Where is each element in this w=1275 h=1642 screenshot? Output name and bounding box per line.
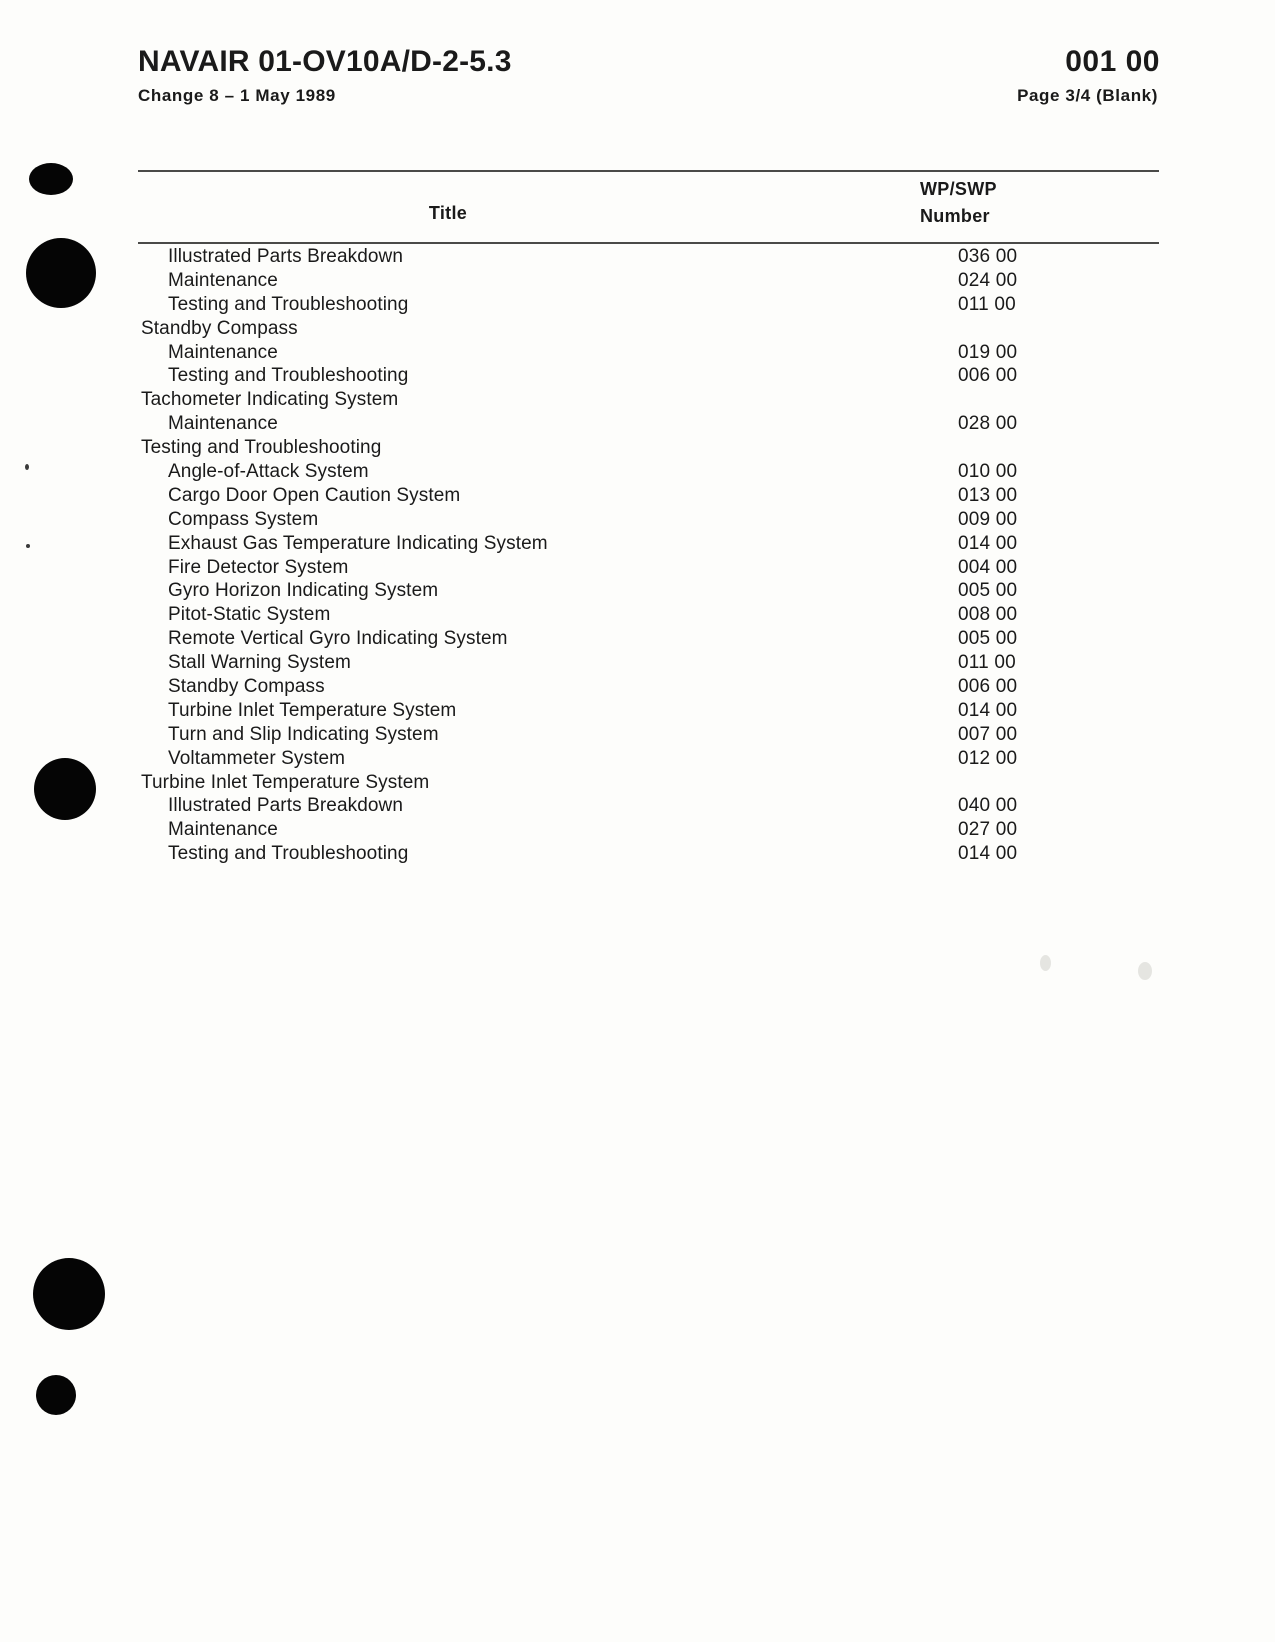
index-entry-title: Stall Warning System [168,652,351,674]
table-row [138,628,1159,652]
table-row [138,270,1159,294]
index-entry-number: 006 00 [958,676,1018,698]
index-entry-number: 013 00 [958,484,1018,506]
index-entry-title: Maintenance [168,413,278,435]
index-entry-title: Fire Detector System [168,556,349,578]
table-row [138,724,1159,748]
table-row [138,700,1159,724]
scan-smudge [1138,962,1152,980]
table-row [138,294,1159,318]
binding-hole-mark [33,1258,105,1330]
index-entry-title: Remote Vertical Gyro Indicating System [168,628,508,650]
index-entry-number: 019 00 [958,341,1018,363]
index-entry-title: Voltammeter System [168,747,346,769]
index-entry-number: 014 00 [958,699,1018,721]
table-row [138,604,1159,628]
index-entry-title: Illustrated Parts Breakdown [168,795,404,817]
column-header-title: Title [428,203,468,223]
scan-speck [25,464,29,470]
table-row [138,389,1159,413]
index-entry-title: Maintenance [168,341,278,363]
index-entry-title: Standby Compass [141,317,298,339]
index-entry-title: Maintenance [168,269,278,291]
index-entry-title: Turbine Inlet Temperature System [141,771,430,793]
table-row [138,557,1159,581]
binding-hole-mark [34,758,96,820]
index-entry-number: 036 00 [958,246,1018,267]
index-entry-title: Testing and Troubleshooting [168,843,409,865]
index-entry-number: 027 00 [958,819,1018,841]
index-entry-title: Pitot-Static System [168,604,331,626]
index-entry-number: 024 00 [958,269,1018,291]
column-header-number-line1: WP/SWP [920,179,997,199]
change-date-line: Change 8 – 1 May 1989 [138,86,336,105]
table-row [138,819,1159,843]
index-entry-title: Exhaust Gas Temperature Indicating System [168,532,548,554]
table-row [138,437,1159,461]
binding-hole-mark [26,238,96,308]
index-entry-title: Testing and Troubleshooting [141,437,382,459]
index-entry-title: Illustrated Parts Breakdown [168,246,404,267]
scan-smudge [1040,955,1051,971]
binding-hole-mark [29,163,73,195]
index-entry-number: 005 00 [958,628,1018,650]
index-entry-title: Compass System [168,508,319,530]
index-entry-title: Turbine Inlet Temperature System [168,699,457,721]
page-header [138,45,1160,125]
table-row [138,485,1159,509]
table-row [138,413,1159,437]
table-row [138,509,1159,533]
index-entry-number: 005 00 [958,580,1018,602]
index-entry-number: 014 00 [958,843,1018,865]
index-entry-title: Tachometer Indicating System [141,389,399,411]
table-top-rule [138,170,1159,172]
page-number-line: Page 3/4 (Blank) [1017,86,1158,105]
binding-hole-mark [36,1375,76,1415]
table-row [138,676,1159,700]
column-header-number-line2: Number [920,206,990,226]
index-entry-number: 006 00 [958,365,1018,387]
work-package-number: 001 00 [1065,45,1160,78]
scan-speck [26,544,30,548]
index-entry-number: 028 00 [958,413,1018,435]
table-header-rule [138,242,1159,244]
index-entry-title: Angle-of-Attack System [168,461,369,483]
document-number: NAVAIR 01-OV10A/D-2-5.3 [138,45,512,78]
index-entry-number: 010 00 [958,461,1018,483]
index-entry-title: Standby Compass [168,676,325,698]
table-row [138,318,1159,342]
index-entry-title: Gyro Horizon Indicating System [168,580,439,602]
table-row [138,748,1159,772]
table-row [138,342,1159,366]
table-row [138,580,1159,604]
table-row [138,461,1159,485]
table-row [138,246,1159,270]
index-entry-number: 014 00 [958,532,1018,554]
index-entry-number: 004 00 [958,556,1018,578]
index-entry-title: Testing and Troubleshooting [168,293,409,315]
table-row [138,533,1159,557]
table-row [138,365,1159,389]
table-row [138,652,1159,676]
index-entry-number: 011 00 [958,293,1016,315]
column-header-number [920,176,997,230]
index-entry-number: 011 00 [958,652,1016,674]
index-entry-title: Cargo Door Open Caution System [168,484,461,506]
table-row [138,843,1159,867]
index-entry-number: 040 00 [958,795,1018,817]
index-entry-title: Maintenance [168,819,278,841]
table-row [138,772,1159,796]
table-row [138,795,1159,819]
index-entry-number: 008 00 [958,604,1018,626]
index-entry-number: 009 00 [958,508,1018,530]
index-entry-title: Testing and Troubleshooting [168,365,409,387]
index-entry-number: 012 00 [958,747,1018,769]
index-table [138,246,1159,867]
index-entry-number: 007 00 [958,723,1018,745]
index-entry-title: Turn and Slip Indicating System [168,723,439,745]
